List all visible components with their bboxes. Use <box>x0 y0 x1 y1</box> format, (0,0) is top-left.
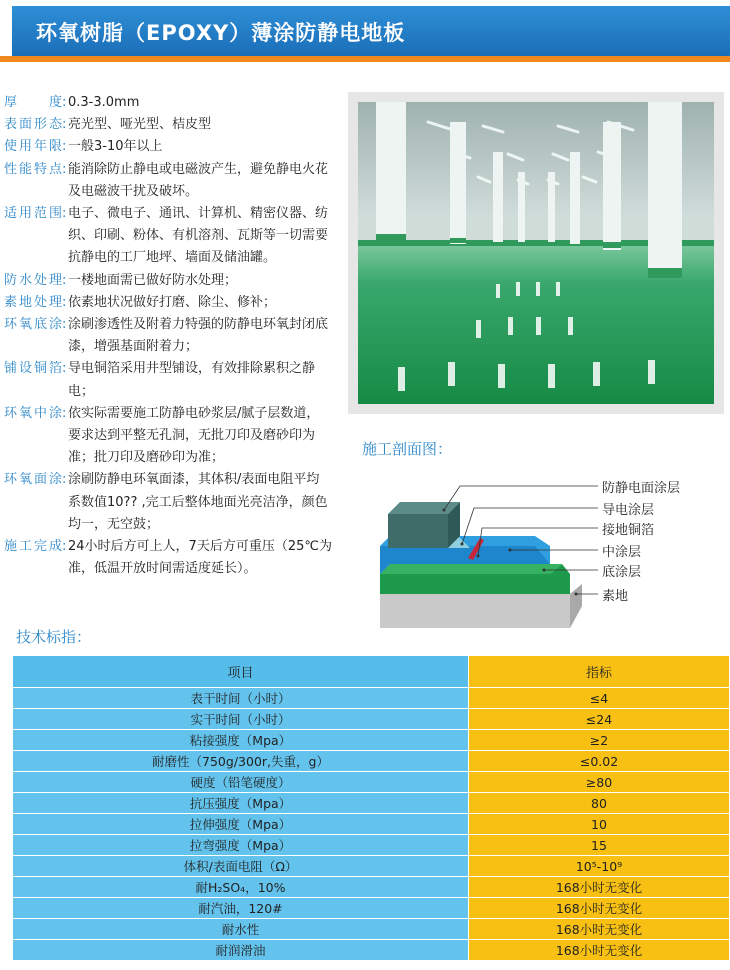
spec-row <box>4 469 346 536</box>
table-cell-item: 耐磨性（750g/300r,失重，g） <box>13 751 469 772</box>
layer-label-copper-foil: 接地铜箔 <box>602 523 655 538</box>
spec-value: 依素地状况做好打磨、除尘、修补； <box>68 294 277 310</box>
spec-value: 一楼地面需已做好防水处理； <box>68 272 238 288</box>
table-cell-index: 10 <box>469 814 730 835</box>
spec-value: 电子、微电子、通讯、计算机、精密仪器、纺 织、印刷、粉体、有机溶剂、瓦斯等一切需要 抗静电的工厂地坪、墙面及储油罐。 <box>68 206 329 266</box>
page-title: 环氧树脂（EPOXY）薄涂防静电地板 <box>36 21 406 45</box>
table-row <box>13 940 730 961</box>
floor-photo-frame <box>348 92 724 414</box>
layer-label-bottom-coat: 底涂层 <box>602 565 642 580</box>
spec-row <box>4 114 346 136</box>
spec-row <box>4 92 346 114</box>
table-cell-item: 体积/表面电阻（Ω） <box>13 856 469 877</box>
table-row <box>13 919 730 940</box>
table-cell-index: 80 <box>469 793 730 814</box>
spec-row <box>4 270 346 292</box>
spec-value: 涂刷防静电环氧面漆，其体积/表面电阻平均 系数值10?? ,完工后整体地面光亮洁净，颜色 均一，无空鼓； <box>68 472 328 532</box>
table-cell-index: 168小时无变化 <box>469 940 730 961</box>
spec-row <box>4 136 346 158</box>
table-row <box>13 856 730 877</box>
table-cell-index: ≤4 <box>469 688 730 709</box>
table-row <box>13 877 730 898</box>
spec-label: 厚 度 <box>4 95 62 110</box>
spec-row <box>4 203 346 270</box>
spec-list <box>4 92 346 580</box>
layer-label-middle-coat: 中涂层 <box>602 545 642 560</box>
spec-colon: : <box>62 139 67 155</box>
table-row <box>13 751 730 772</box>
spec-label: 适用范围 <box>4 206 62 222</box>
spec-row <box>4 358 346 402</box>
floor-photo <box>358 102 714 404</box>
spec-label: 铺设铜箔 <box>4 361 62 377</box>
table-row <box>13 793 730 814</box>
table-header-index: 指标 <box>469 656 730 688</box>
spec-label: 性能特点 <box>4 161 62 177</box>
spec-colon: : <box>62 206 67 222</box>
spec-value: 一般3-10年以上 <box>68 139 163 155</box>
spec-row <box>4 292 346 314</box>
spec-label: 施工完成 <box>4 539 62 555</box>
spec-row <box>4 536 346 580</box>
table-cell-item: 耐H₂SO₄，10% <box>13 877 469 898</box>
table-cell-item: 耐汽油，120# <box>13 898 469 919</box>
table-cell-item: 拉弯强度（Mpa） <box>13 835 469 856</box>
table-cell-index: 168小时无变化 <box>469 919 730 940</box>
layer-label-topcoat: 防静电面涂层 <box>602 481 681 496</box>
spec-label: 素地处理 <box>4 294 62 310</box>
table-cell-item: 拉伸强度（Mpa） <box>13 814 469 835</box>
spec-label: 环氧中涂 <box>4 405 62 421</box>
spec-colon: : <box>62 272 67 288</box>
diagram-section-title: 施工剖面图： <box>362 440 453 458</box>
cross-section-diagram <box>360 466 700 636</box>
spec-value: 亮光型、哑光型、桔皮型 <box>68 117 212 133</box>
table-row <box>13 814 730 835</box>
table-row <box>13 688 730 709</box>
spec-row <box>4 159 346 203</box>
spec-colon: : <box>62 161 67 177</box>
table-row <box>13 709 730 730</box>
tech-spec-table <box>12 655 730 961</box>
spec-label: 表面形态 <box>4 117 62 133</box>
table-row <box>13 772 730 793</box>
spec-colon: : <box>62 539 67 555</box>
spec-value: 依实际需要施工防静电砂浆层/腻子层数道， 要求达到平整无孔洞，无批刀印及磨砂印为 准；批刀印及磨砂印为准； <box>68 405 320 466</box>
table-body <box>13 688 730 961</box>
table-cell-item: 实干时间（小时） <box>13 709 469 730</box>
table-row <box>13 730 730 751</box>
table-cell-item: 表干时间（小时） <box>13 688 469 709</box>
spec-colon: : <box>62 95 67 110</box>
spec-value: 导电铜箔采用井型铺设，有效排除累积之静 电； <box>68 361 316 399</box>
table-cell-item: 硬度（铅笔硬度） <box>13 772 469 793</box>
spec-label: 环氧底涂 <box>4 317 62 333</box>
table-cell-index: 10⁵-10⁹ <box>469 856 730 877</box>
banner-orange-stripe <box>0 56 730 62</box>
spec-colon: : <box>62 294 67 310</box>
table-cell-index: ≥2 <box>469 730 730 751</box>
spec-label: 防水处理 <box>4 272 62 288</box>
table-cell-item: 抗压强度（Mpa） <box>13 793 469 814</box>
header-banner <box>0 6 730 62</box>
spec-value: 24小时后方可上人，7天后方可重压（25℃为 准，低温开放时间需适度延长）。 <box>68 539 332 577</box>
table-cell-item: 粘接强度（Mpa） <box>13 730 469 751</box>
table-cell-item: 耐润滑油 <box>13 940 469 961</box>
table-cell-index: ≤24 <box>469 709 730 730</box>
spec-colon: : <box>62 117 67 133</box>
spec-colon: : <box>62 472 67 488</box>
table-row <box>13 835 730 856</box>
table-cell-item: 耐水性 <box>13 919 469 940</box>
table-cell-index: 168小时无变化 <box>469 898 730 919</box>
spec-colon: : <box>62 405 67 421</box>
layer-label-substrate: 素地 <box>602 589 629 604</box>
spec-row <box>4 403 346 470</box>
spec-colon: : <box>62 361 67 377</box>
table-cell-index: ≤0.02 <box>469 751 730 772</box>
spec-label: 环氧面涂 <box>4 472 62 488</box>
spec-colon: : <box>62 317 67 333</box>
tech-section-title: 技术标指： <box>16 628 92 646</box>
layer-label-conductive: 导电涂层 <box>602 503 655 518</box>
floor-photo-image <box>358 102 714 404</box>
table-cell-index: 168小时无变化 <box>469 877 730 898</box>
spec-row <box>4 314 346 358</box>
table-header-row <box>13 656 730 688</box>
table-cell-index: 15 <box>469 835 730 856</box>
spec-label: 使用年限 <box>4 139 62 155</box>
table-cell-index: ≥80 <box>469 772 730 793</box>
table-row <box>13 898 730 919</box>
spec-value: 0.3-3.0mm <box>68 95 140 110</box>
spec-value: 能消除防止静电或电磁波产生，避免静电火花 及电磁波干扰及破坏。 <box>68 161 329 199</box>
spec-value: 涂刷渗透性及附着力特强的防静电环氧封闭底 漆，增强基面附着力； <box>68 317 329 355</box>
table-header-item: 项目 <box>13 656 469 688</box>
